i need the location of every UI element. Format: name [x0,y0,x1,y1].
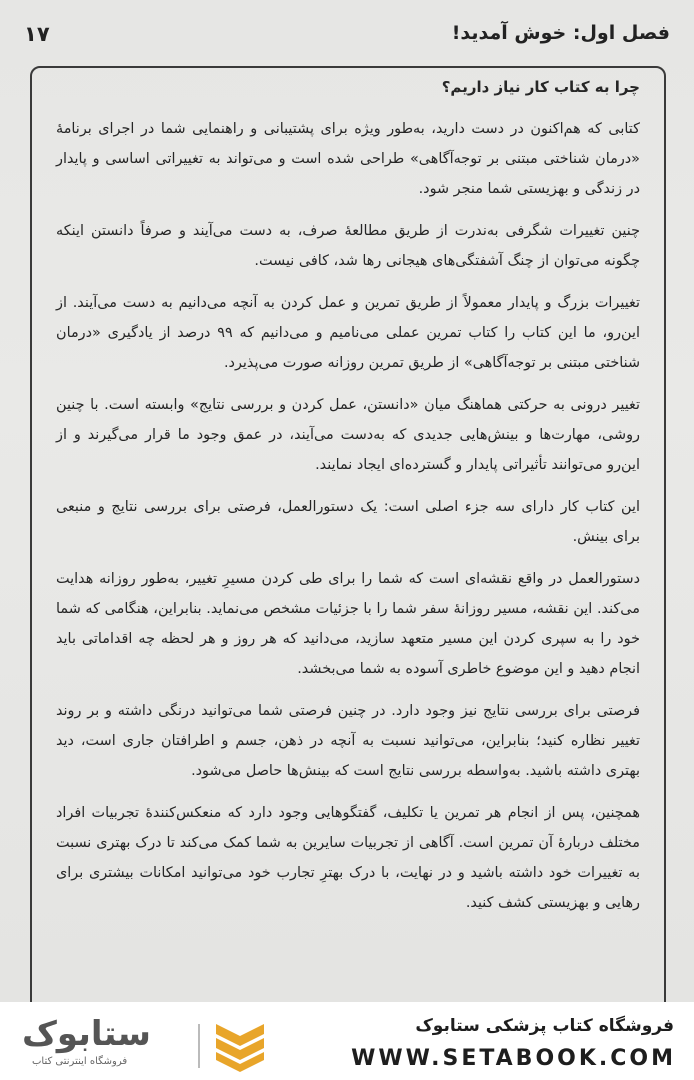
store-url[interactable]: WWW.SETABOOK.COM [351,1046,676,1071]
logo-divider [198,1024,200,1068]
paragraph: دستورالعمل در واقع نقشه‌ای است که شما را برای طی کردن مسیرِ تغییر، به‌طور روزانه هدایت می‌کند. این نقشه، مسیر روزانهٔ سفر شما را با جزئیات مشخص می‌نماید. بنابراین، هنگامی که شما خود را به سپری کردن این مسیر متعهد سازید، می‌دانید که هر روز و هر لحظه چه اقداماتی باید انجام دهید و این موضوع خاطری آسوده به شما می‌بخشد. [56,571,640,677]
running-head [24,22,670,62]
store-logo[interactable] [22,1012,272,1072]
watermark-footer [0,1002,694,1080]
paragraph: تغییر درونی به حرکتی هماهنگ میان «دانستن، عمل کردن و بررسی نتایج» وابسته است. با چنین روشی، مهارت‌ها و بینش‌هایی جدیدی که به‌دست می‌آیند، در عمق وجود ما قرار می‌گیرند و از این‌رو می‌توانند تأثیراتی پایدار و گسترده‌ای ایجاد نمایند. [56,397,640,473]
chapter-title: فصل اول: خوش آمدید! [451,22,670,44]
paragraph: همچنین، پس از انجام هر تمرین یا تکلیف، گفتگوهایی وجود دارد که منعکس‌کنندهٔ تجربیات افراد مختلف دربارهٔ آن تمرین است. آگاهی از تجربیات سایرین به شما کمک می‌کند تا درک بهتری نسبت به تغییرات خود داشته باشید و در نهایت، با درک بهترِ تجارب خود می‌توانید امکانات بیشتری برای رهایی و بهزیستی کشف کنید. [56,805,640,911]
paragraph: تغییرات بزرگ و پایدار معمولاً از طریق تمرین و عمل کردن به آنچه می‌دانیم به دست می‌آیند. از این‌رو، ما این کتاب را کتاب تمرین عملی می‌نامیم و می‌دانیم که ۹۹ درصد از یادگیری «درمان شناختی مبتنی بر توجه‌آگاهی» از طریق تمرین روزانه صورت می‌پذیرد. [56,295,640,371]
chevron-logo-icon [212,1020,268,1072]
paragraph: کتابی که هم‌اکنون در دست دارید، به‌طور ویژه برای پشتیبانی و راهنمایی شما در اجرای برنامهٔ «درمان شناختی مبتنی بر توجه‌آگاهی» طراحی شده است و می‌تواند به تغییراتی اساسی و پایدار در زندگی و بهزیستی شما منجر شود. [56,121,640,197]
paragraph: چنین تغییرات شگرفی به‌ندرت از طریق مطالعهٔ صرف، به دست می‌آیند و صرفاً دانستن اینکه چگونه می‌توان از چنگ آشفتگی‌های هیجانی رها شد، کافی نیست. [56,223,640,269]
logo-tagline: فروشگاه اینترنتی کتاب [32,1056,128,1067]
store-name: فروشگاه کتاب پزشکی ستابوک [415,1016,674,1036]
paragraph: این کتاب کار دارای سه جزء اصلی است: یک دستورالعمل، فرصتی برای بررسی نتایج و منبعی برای بینش. [56,499,640,545]
box-title: چرا به کتاب کار نیاز داریم؟ [441,78,640,96]
content-box [30,66,666,1002]
logo-wordmark: ستابوک [22,1014,151,1054]
page-number: ۱۷ [24,22,50,46]
paragraph: فرصتی برای بررسی نتایج نیز وجود دارد. در چنین فرصتی شما می‌توانید درنگی داشته و بر روند تغییر نظاره کنید؛ بنابراین، می‌توانید نسبت به آنچه در ذهن، جسم و اطرافتان جاری است، دید بهتری داشته باشید. به‌واسطه بررسی نتایج است که بینش‌ها حاصل می‌شود. [56,703,640,779]
